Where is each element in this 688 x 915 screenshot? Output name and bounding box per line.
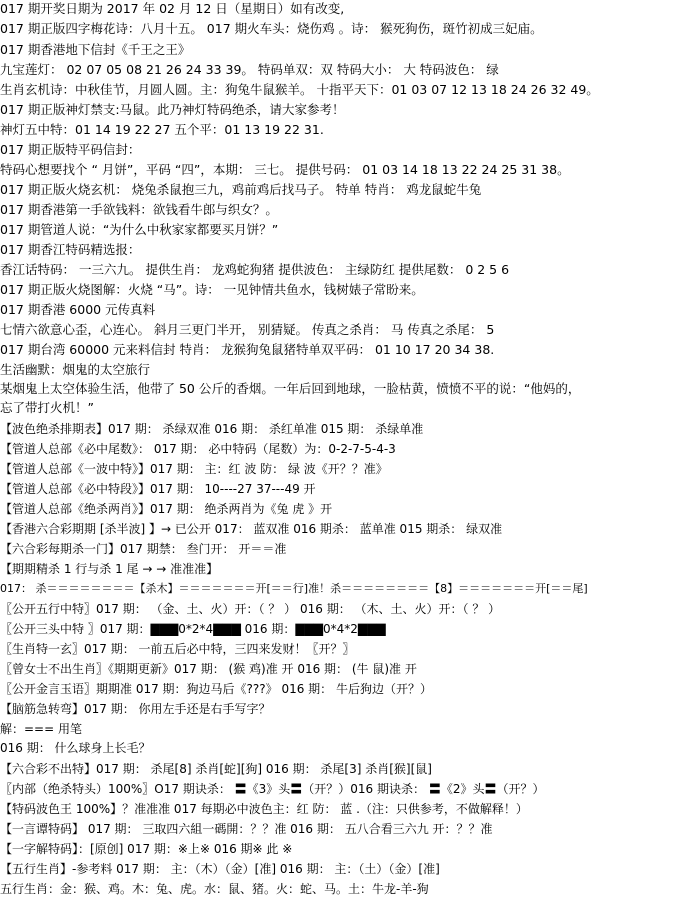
- text-line-40: 〖内部（绝杀特头）100%〗O17 期诀杀： 〓《3》头〓（开？）016 期诀杀： 〓《2》头〓（开？）: [0, 782, 545, 796]
- text-line-6: 017 期正版神灯禁支:马鼠。此乃神灯特码绝杀，请大家参考！: [0, 102, 345, 117]
- text-line-22: 【波色绝杀排期表】017 期： 杀绿双准 016 期： 杀红单准 015 期： 杀绿单准: [0, 422, 424, 436]
- text-line-8: 017 期正版特平码信封：: [0, 142, 141, 157]
- text-line-9: 特码心想要找个 “ 月饼”，平码 “四”，本期： 三七。 提供号码： 01 03 14 18 13 22 24 25 31 38。: [0, 162, 570, 177]
- text-line-44: 【五行生肖】-参考料 017 期： 主：（木）（金）[准] 016 期： 主：（土）（金）[准]: [0, 862, 440, 876]
- text-line-25: 【管道人总部《必中特段》】017 期： 10----27 37---49 开: [0, 482, 316, 496]
- text-line-3: 017 期香港地下信封《千王之王》: [0, 42, 191, 57]
- text-line-5: 生肖玄机诗：中秋佳节，月圆人圆。主：狗兔牛鼠猴羊。 十指平天下：01 03 07 12 13 18 24 26 32 49。: [0, 82, 599, 97]
- text-line-28: 【六合彩每期杀一门】017 期禁： 叁门开： 开＝＝准: [0, 542, 287, 556]
- text-line-43: 【一字解特码】：[原创] 017 期：※上※ 016 期※ 此 ※: [0, 842, 293, 856]
- text-line-39: 【六合彩不出特】017 期： 杀尾[8] 杀肖[蛇][狗] 016 期： 杀尾[3] 杀肖[猴][鼠]: [0, 762, 432, 776]
- text-line-30: 017： 杀＝＝＝＝＝＝＝＝【杀木】＝＝＝＝＝＝＝开[＝＝行]准！杀＝＝＝＝＝＝＝＝【8】＝＝＝＝＝＝＝开[＝＝尾]: [0, 582, 588, 595]
- text-line-26: 【管道人总部《绝杀两肖》】017 期： 绝杀两肖为《兔 虎 》开: [0, 502, 333, 516]
- text-line-10: 017 期正版火烧玄机： 烧兔杀鼠抱三九，鸡前鸡后找马子。 特单 特肖： 鸡龙鼠蛇牛兔: [0, 182, 482, 197]
- text-line-15: 017 期正版火烧图解：火烧 “马”。诗： 一见钟情共鱼水，钱树婊子常盼来。: [0, 282, 424, 297]
- text-line-31: 〖公开五行中特〗017 期： （金、土、火）开：（ ？ ） 016 期： （木、土、火）开：（ ？ ）: [0, 602, 501, 616]
- text-line-20: 某烟鬼上太空体验生活，他带了 50 公斤的香烟。一年后回到地球，一脸枯黄，愤愤不平的说：“他妈的，: [0, 381, 581, 396]
- text-line-23: 【管道人总部《必中尾数》： 017 期： 必中特码（尾数）为：0-2-7-5-4-3: [0, 442, 396, 456]
- text-line-16: 017 期香港 6000 元传真料: [0, 302, 156, 317]
- text-line-29: 【期期精杀 1 行与杀 1 尾 → → 准准准】: [0, 562, 219, 576]
- text-line-42: 【一言谭特码】 017 期： 三取四六組一碼開：？？准 016 期： 五八合看三六九 开：？？准: [0, 822, 493, 836]
- text-line-2: 017 期正版四字梅花诗：八月十五。 017 期火车头：烧伤鸡 。诗： 猴死狗伤，斑竹初成三妃庙。: [0, 21, 543, 36]
- text-line-14: 香江话特码： 一三六九。 提供生肖： 龙鸡蛇狗猪 提供波色： 主绿防红 提供尾数： 0 2 5 6: [0, 262, 510, 277]
- text-line-36: 【脑筋急转弯】017 期： 你用左手还是右手写字？: [0, 702, 271, 716]
- text-line-27: 【香港六合彩期期 [杀半波] 】→ 已公开 017： 蓝双准 016 期杀： 蓝单准 015 期杀： 绿双准: [0, 522, 503, 536]
- text-line-4: 九宝莲灯： 02 07 05 08 21 26 24 33 39。 特码单双：双 特码大小： 大 特码波色： 绿: [0, 62, 499, 77]
- text-line-19: 生活幽默：烟鬼的太空旅行: [0, 362, 151, 377]
- text-line-13: 017 期香江特码精选报：: [0, 242, 141, 257]
- text-line-32: 〖公开三头中特 〗017 期：▇▇▇0*2*4▇▇▇ 016 期：▇▇▇0*4*2▇▇▇: [0, 622, 386, 636]
- text-line-1: 017 期开奖日期为 2017 年 02 月 12 日（星期日）如有改变,: [0, 1, 345, 16]
- text-line-45: 五行生肖：金：猴、鸡。木：兔、虎。水：鼠、猪。火：蛇、马。土：牛龙-羊-狗: [0, 882, 429, 896]
- text-line-17: 七情六欲意心歪，心连心。 斜月三更门半开， 别猜疑。 传真之杀肖： 马 传真之杀尾： 5: [0, 322, 495, 337]
- text-line-18: 017 期台湾 60000 元来料信封 特肖： 龙猴狗兔鼠猪特单双平码： 01 10 17 20 34 38.: [0, 342, 495, 357]
- text-line-12: 017 期管道人说：“为什么中秋家家都要买月饼？”: [0, 222, 279, 237]
- text-line-41: 【特码波色王 100%】？准准准 017 每期必中波色主：红 防： 蓝 .（注：只供参考，不做解释！）: [0, 802, 528, 816]
- text-line-24: 【管道人总部《一波中特》】017 期： 主：红 波 防： 绿 波《开？？准》: [0, 462, 388, 476]
- text-line-21: 忘了带打火机！”: [0, 400, 94, 415]
- text-line-34: 〖曾女士不出生肖〗《期期更新》017 期： (猴 鸡)准 开 016 期： (牛 鼠)准 开: [0, 662, 417, 676]
- text-line-7: 神灯五中特：01 14 19 22 27 五个平：01 13 19 22 31.: [0, 122, 324, 137]
- text-line-37: 解：=== 用笔: [0, 722, 82, 736]
- text-line-11: 017 期香港第一手欲钱料：欲钱看牛郎与织女？。: [0, 202, 278, 217]
- text-line-35: 〖公开金言玉语〗期期准 017 期：狗边马后《???》 016 期： 牛后狗边（开？）: [0, 682, 432, 696]
- text-line-38: 016 期： 什么球身上长毛？: [0, 741, 151, 755]
- text-line-33: 〖生肖特一玄〗017 期： 一前五后必中特，三四来发财！〖开？〗: [0, 642, 355, 656]
